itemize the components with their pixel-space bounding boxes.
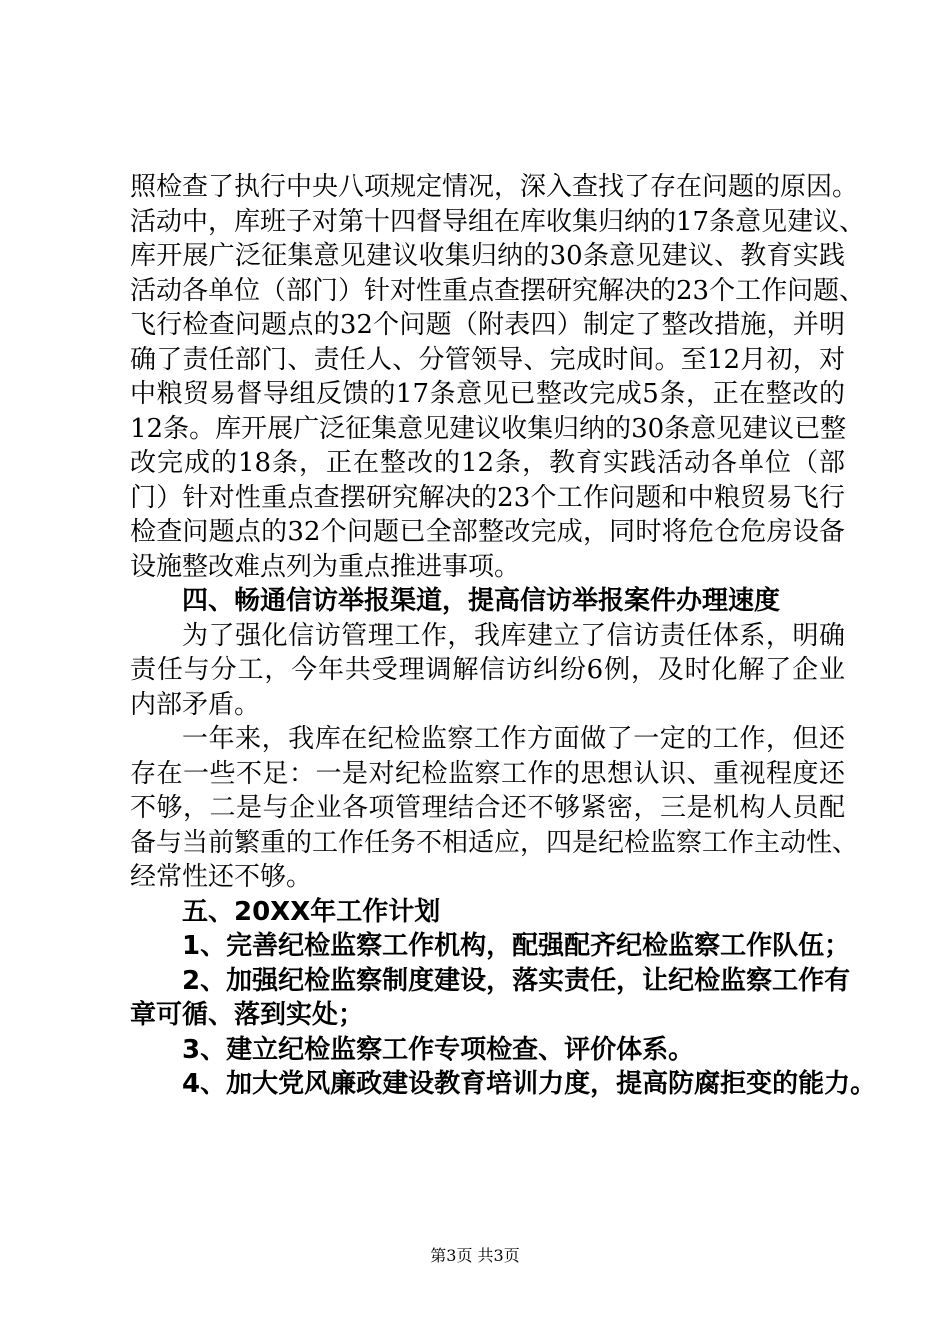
paragraph-line: 门）针对性重点查摆研究解决的23个工作问题和中粮贸易飞行 [130,482,845,513]
document-body [130,170,877,1102]
paragraph-line: 设施整改难点列为重点推进事项。 [130,551,521,582]
paragraph-line: 经常性还不够。 [130,862,313,892]
paragraph-line: 存在一些不足：一是对纪检监察工作的思想认识、重视程度还 [130,758,845,789]
paragraph-line: 活动各单位（部门）针对性重点查摆研究解决的23个工作问题、 [130,275,866,306]
paragraph-line: 照检查了执行中央八项规定情况，深入查找了存在问题的原因。 [130,172,859,202]
paragraph-line: 不够，二是与企业各项管理结合还不够紧密，三是机构人员配 [130,793,845,823]
paragraph-line: 库开展广泛征集意见建议收集归纳的30条意见建议、教育实践 [130,241,845,271]
plan-item: 2、加强纪检监察制度建设，落实责任，让纪检监察工作有 [182,965,851,996]
paragraph-line: 检查问题点的32个问题已全部整改完成，同时将危仓危房设备 [130,517,845,547]
paragraph-line: 12条。库开展广泛征集意见建议收集归纳的30条意见建议已整 [130,413,847,444]
paragraph-line: 为了强化信访管理工作，我库建立了信访责任体系，明确 [182,620,845,651]
paragraph-line: 中粮贸易督导组反馈的17条意见已整改完成5条，正在整改的 [130,379,845,409]
section-heading: 四、畅通信访举报渠道，提高信访举报案件办理速度 [182,586,781,616]
page-number-footer: 第3页 共3页 [430,1246,520,1265]
section-heading: 五、20XX年工作计划 [182,896,441,927]
paragraph-line: 活动中，库班子对第十四督导组在库收集归纳的17条意见建议、 [130,206,866,237]
plan-item: 3、建立纪检监察工作专项检查、评价体系。 [182,1034,695,1065]
paragraph-line: 一年来，我库在纪检监察工作方面做了一定的工作，但还 [182,724,845,754]
paragraph-line: 确了责任部门、责任人、分管领导、完成时间。至12月初，对 [130,344,845,375]
paragraph-line: 改完成的18条，正在整改的12条，教育实践活动各单位（部 [130,448,845,478]
plan-item-continuation: 章可循、落到实处； [130,1000,365,1030]
paragraph-line: 飞行检查问题点的32个问题（附表四）制定了整改措施，并明 [130,310,845,340]
paragraph-line: 内部矛盾。 [130,689,261,720]
plan-item: 1、完善纪检监察工作机构，配强配齐纪检监察工作队伍； [182,931,851,961]
paragraph-line: 备与当前繁重的工作任务不相适应，四是纪检监察工作主动性、 [130,827,859,858]
paragraph-line: 责任与分工，今年共受理调解信访纠纷6例，及时化解了企业 [130,655,845,685]
plan-item: 4、加大党风廉政建设教育培训力度，提高防腐拒变的能力。 [182,1069,877,1099]
